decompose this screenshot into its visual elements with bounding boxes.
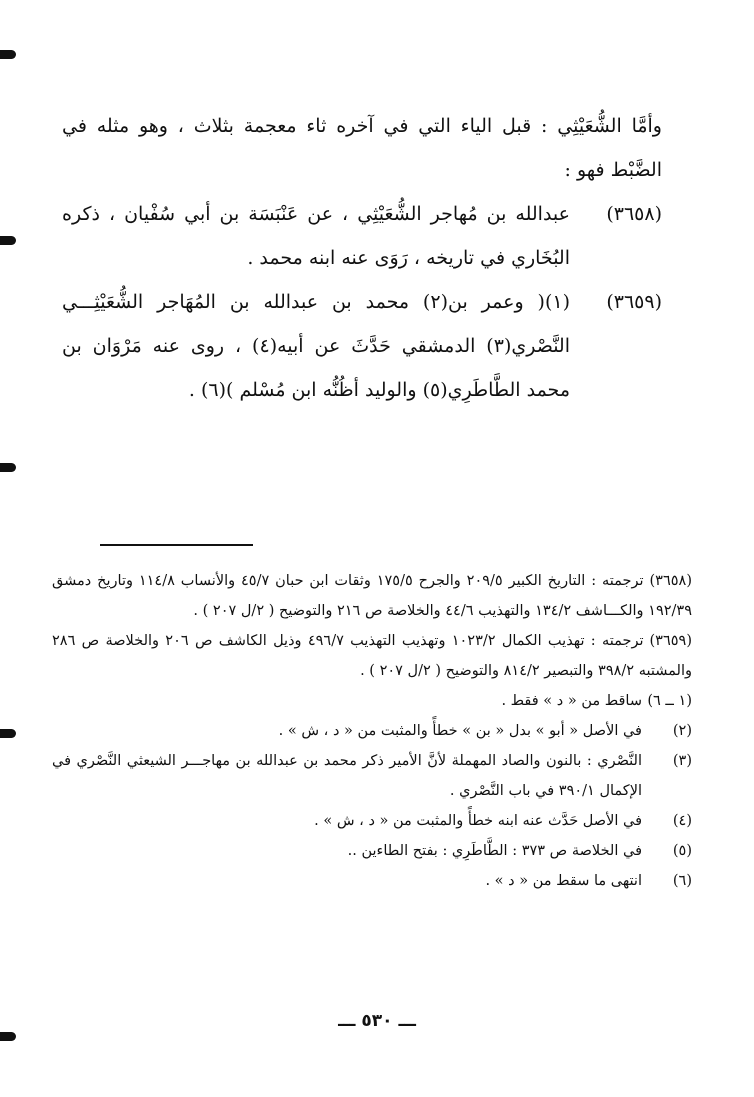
binding-mark: [0, 463, 16, 472]
entry-text: (١)( وعمر بن(٢) محمد بن عبدالله بن المُهَاجر الشُّعَيْثِـــي النَّصْري(٣) الدمشقي حَدَّثَ عن أبيه(٤) ، روى عنه مَرْوَان بن محمد الطَّاطَرِي(٥) والوليد أظُنُّه ابن مُسْلم )(٦) .: [62, 291, 570, 401]
source-note-number: (٣٦٥٨): [649, 573, 692, 589]
intro-paragraph: وأمَّا الشُّعَيْثِي : قبل الياء التي في آخره ثاء معجمة بثلاث ، وهو مثله في الضَّبْط فهو :: [62, 115, 662, 181]
footnote-text: انتهى ما سقط من « د » .: [485, 873, 642, 889]
binding-mark: [0, 1032, 16, 1041]
footnote-text: في الأصل حَدَّث عنه ابنه خطأً والمثبت من « د ، ش » .: [314, 813, 642, 829]
page-number: ـــ ٥٣٠ ـــ: [338, 1011, 416, 1031]
binding-mark: [0, 236, 16, 245]
footnote-number: (١ ــ ٦): [647, 693, 692, 709]
footnote-text: النَّصْري : بالنون والصاد المهملة لأنَّ الأمير ذكر محمد بن عبدالله بن مهاجـــر الشيعثي النَّصْري في الإكمال ٣٩٠/١ في باب النَّصْري .: [52, 753, 642, 799]
footnote: [52, 836, 692, 866]
footnote: [52, 746, 692, 806]
footnote: [52, 866, 692, 896]
footnote-text: في الخلاصة ص ٣٧٣ : الطَّاطَرِي : بفتح الطاءين ..: [347, 843, 642, 859]
footnote: [52, 716, 692, 746]
binding-mark: [0, 50, 16, 59]
footnote-text: في الأصل « أبو » بدل « بن » خطأً والمثبت من « د ، ش » .: [278, 723, 642, 739]
footnote: [52, 806, 692, 836]
entry-number: (٣٦٥٩): [606, 291, 662, 313]
footnote-number: (٦): [672, 873, 692, 889]
source-note: [52, 566, 692, 626]
footnote-separator: [100, 544, 253, 546]
entry-3659: [62, 280, 662, 412]
footnote-number: (٤): [672, 813, 692, 829]
main-text: [62, 104, 662, 412]
entry-number: (٣٦٥٨): [606, 203, 662, 225]
footnotes: [52, 566, 692, 896]
footnote-text: ساقط من « د » فقط .: [501, 693, 642, 709]
entry-3658: [62, 192, 662, 280]
footnote: [52, 686, 692, 716]
source-note-number: (٣٦٥٩): [649, 633, 692, 649]
binding-mark: [0, 729, 16, 738]
source-note: [52, 626, 692, 686]
entry-text: عبدالله بن مُهاجر الشُّعَيْثِي ، عن عَنْبَسَة بن أبي سُفْيان ، ذكره البُخَاري في تاريخه ، رَوَى عنه ابنه محمد .: [62, 203, 570, 269]
source-note-text: ترجمته : التاريخ الكبير ٢٠٩/٥ والجرح ١٧٥/٥ وثقات ابن حبان ٤٥/٧ والأنساب ١١٤/٨ وتاريخ دمشق ١٩٢/٣٩ والكـــاشف ١٣٤/٢ والتهذيب ٤٤/٦ والخلاصة ص ٢١٦ والتوضيح ( ٢/ل ٢٠٧ ) .: [52, 573, 692, 619]
footnote-number: (٢): [672, 723, 692, 739]
source-note-text: ترجمته : تهذيب الكمال ١٠٢٣/٢ وتهذيب التهذيب ٤٩٦/٧ وذيل الكاشف ص ٢٠٦ والخلاصة ص ٢٨٦ والمشتبه ٣٩٨/٢ والتبصير ٨١٤/٢ والتوضيح ( ٢/ل ٢٠٧ ) .: [52, 633, 692, 679]
footnote-number: (٥): [672, 843, 692, 859]
footnote-number: (٣): [672, 753, 692, 769]
